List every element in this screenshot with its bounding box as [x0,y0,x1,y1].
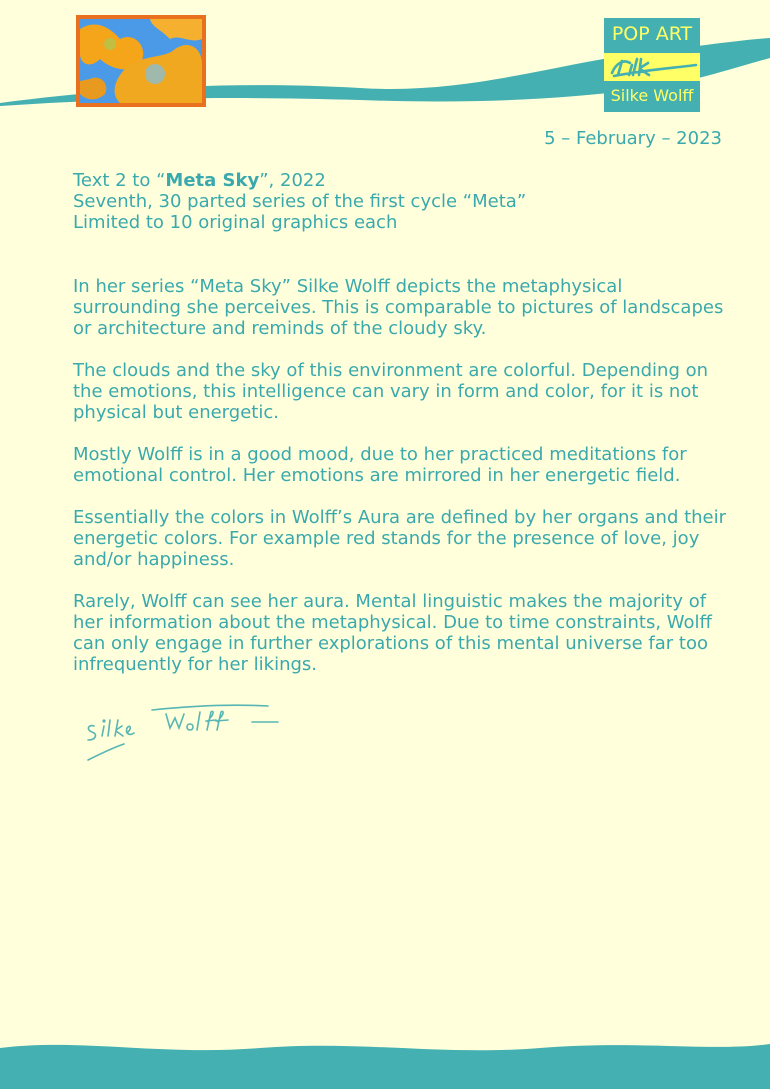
logo-pop-art-label: POP ART [611,23,693,45]
handwritten-signature-icon [80,700,290,770]
document-header [73,170,733,233]
paragraph: In her series “Meta Sky” Silke Wolff depicts the metaphysical surrounding she perceives. This is comparable to pictures of landscapes or architecture and reminds of the cloudy sky. [73,276,724,339]
title-prefix: Text 2 to “ [73,170,166,191]
footer-wave [0,1030,770,1089]
paragraph: Essentially the colors in Wolff’s Aura are defined by her organs and their energetic colors. For example red stands for the presence of love, joy and/or happiness. [73,507,727,570]
logo-artist-name: Silke Wolff [610,86,694,105]
artwork-thumbnail [76,15,206,107]
logo-signature-band [604,53,700,81]
title-bold: Meta Sky [165,170,260,191]
paragraph: Rarely, Wolff can see her aura. Mental linguistic makes the majority of her information about the metaphysical. Due to time constraints, Wolff can only engage in further explorations of this mental universe far too infrequently for her likings. [73,591,712,675]
silk-signature-icon [604,53,700,81]
pop-art-logo [604,18,700,112]
document-edition: Limited to 10 original graphics each [73,212,398,233]
title-suffix: ”, 2022 [259,170,326,191]
document-subtitle: Seventh, 30 parted series of the first cycle “Meta” [73,191,527,212]
paragraph: The clouds and the sky of this environment are colorful. Depending on the emotions, this intelligence can vary in form and color, for it is not physical but energetic. [73,360,709,423]
document-title [73,170,733,191]
document-date: 5 – February – 2023 [544,128,722,149]
document-body [73,276,733,696]
paragraph: Mostly Wolff is in a good mood, due to her practiced meditations for emotional control. Her emotions are mirrored in her energetic field. [73,444,687,486]
